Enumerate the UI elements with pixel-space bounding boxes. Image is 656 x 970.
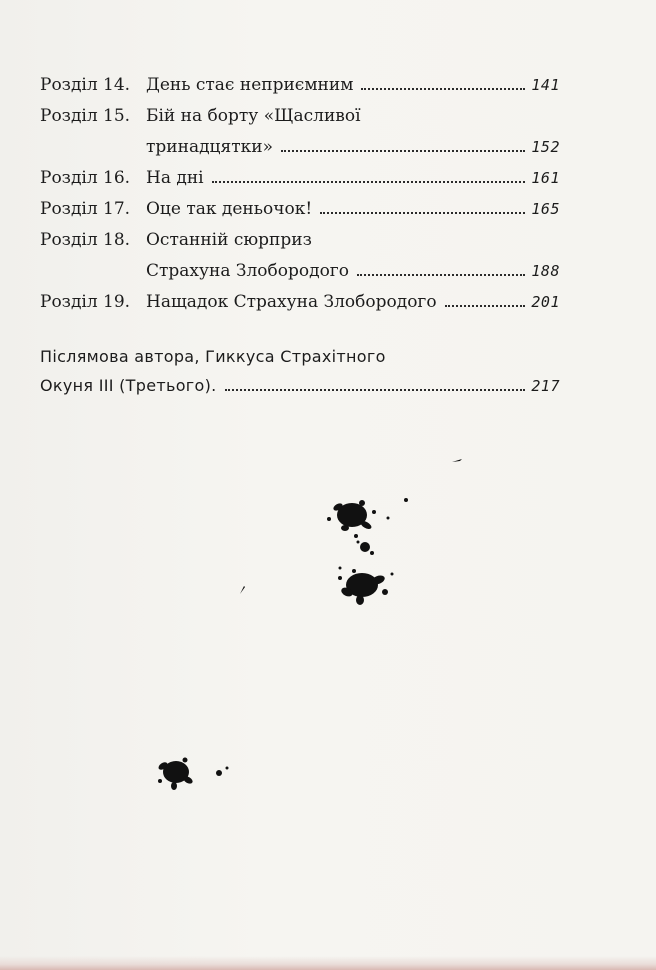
table-of-contents (40, 70, 560, 318)
toc-entry-18 (40, 225, 560, 287)
dot-leader (357, 274, 525, 276)
chapter-title: На дні (146, 168, 204, 188)
page-number: 217 (531, 377, 560, 395)
ink-blot (338, 569, 394, 605)
page-edge (0, 956, 656, 970)
toc-entry-afterword (40, 342, 560, 401)
chapter-label: Розділ 16. (40, 168, 131, 188)
dot-leader (281, 150, 525, 152)
page-number: 152 (531, 138, 560, 156)
ink-blot (157, 758, 228, 791)
chapter-label: Розділ 18. (40, 230, 131, 250)
page-number: 201 (531, 293, 560, 311)
page-number: 161 (531, 169, 560, 187)
chapter-title: Останній сюрприз (146, 230, 312, 250)
dot-leader (445, 305, 526, 307)
dot-leader (320, 212, 525, 214)
chapter-title: Нащадок Страхуна Злобородого (146, 292, 437, 312)
chapter-title: День стає неприємним (146, 75, 354, 95)
dot-leader (212, 181, 526, 183)
chapter-label: Розділ 15. (40, 106, 131, 126)
toc-entry-19 (40, 287, 560, 318)
dot-leader (361, 88, 525, 90)
dot-leader (225, 389, 526, 391)
ink-blot (327, 498, 408, 538)
page-number: 165 (531, 200, 560, 218)
page-number: 141 (531, 76, 560, 94)
chapter-title: Бій на борту «Щасливої (146, 106, 361, 126)
toc-entry-16 (40, 163, 560, 194)
ink-blot (339, 541, 375, 570)
afterword-title: Післямова автора, Гиккуса Страхітного (40, 347, 386, 366)
chapter-title: Оце так деньочок! (146, 199, 313, 219)
afterword-title-continued: Окуня ІІІ (Третього). (40, 376, 217, 395)
chapter-label: Розділ 17. (40, 199, 131, 219)
page-number: 188 (531, 262, 560, 280)
toc-entry-17 (40, 194, 560, 225)
chapter-label: Розділ 14. (40, 75, 131, 95)
chapter-label: Розділ 19. (40, 292, 131, 312)
chapter-title-continued: Страхуна Злобородого (146, 261, 349, 281)
toc-entry-15 (40, 101, 560, 163)
chapter-title-continued: тринадцятки» (146, 137, 273, 157)
toc-entry-14 (40, 70, 560, 101)
